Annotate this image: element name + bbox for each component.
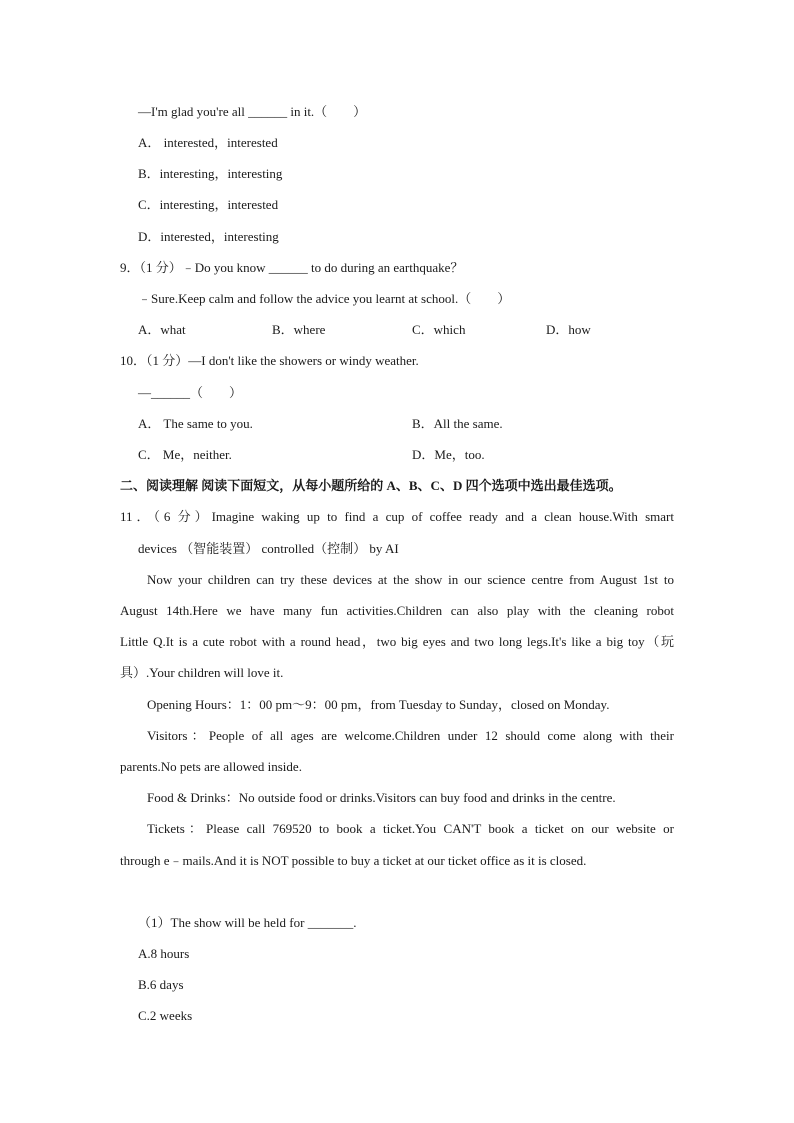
para1-line4: 具）.Your children will love it.	[120, 665, 284, 680]
q11-stem-line1: 11．（6 分）Imagine waking up to find a cup of coffee ready and a clean house.With smart	[120, 509, 674, 524]
q8-option-b: B．interesting，interesting	[138, 166, 283, 181]
section-heading: 二、阅读理解 阅读下面短文，从每小题所给的 A、B、C、D 四个选项中选出最佳选项。	[120, 478, 622, 493]
q10-option-c: C． Me，neither.	[138, 447, 232, 462]
sub1-question: （1）The show will be held for _______.	[138, 915, 357, 930]
tickets-line1: Tickets：Please call 769520 to book a ticket.You CAN'T book a ticket on our website or	[147, 821, 674, 836]
q8-option-d: D．interested，interesting	[138, 229, 279, 244]
para1-line3: Little Q.It is a cute robot with a round head，two big eyes and two long legs.It's like a big toy（玩	[120, 634, 674, 649]
q9-option-b: B．where	[272, 322, 326, 337]
q8-line: —I'm glad you're all ______ in it.（ ）	[138, 104, 367, 119]
q10-option-d: D．Me，too.	[412, 447, 485, 462]
q9-option-a: A．what	[138, 322, 186, 337]
sub1-option-a: A.8 hours	[138, 946, 190, 961]
food-drinks: Food & Drinks：No outside food or drinks.Visitors can buy food and drinks in the centre.	[147, 790, 616, 805]
q8-option-c: C．interesting，interested	[138, 197, 279, 212]
visitors-line1: Visitors：People of all ages are welcome.Children under 12 should come along with their	[147, 728, 674, 743]
sub1-option-b: B.6 days	[138, 977, 184, 992]
q9-line2: ﹣Sure.Keep calm and follow the advice you learnt at school.（ ）	[138, 291, 511, 306]
opening-hours: Opening Hours：1：00 pm～9：00 pm，from Tuesday to Sunday，closed on Monday.	[147, 697, 610, 712]
q10-option-a: A． The same to you.	[138, 416, 253, 431]
sub1-option-c: C.2 weeks	[138, 1008, 193, 1023]
q10-line2: —______（ ）	[138, 385, 243, 400]
para1-line2: August 14th.Here we have many fun activities.Children can also play with the cleaning robot	[120, 603, 674, 618]
q10-stem: 10．（1 分）—I don't like the showers or windy weather.	[120, 353, 419, 368]
q9-option-c: C．which	[412, 322, 466, 337]
q9-stem: 9．（1 分）﹣Do you know ______ to do during an earthquake？	[120, 260, 464, 275]
q11-stem-line2: devices （智能装置） controlled（控制） by AI	[138, 541, 399, 556]
q9-option-d: D．how	[546, 322, 591, 337]
q8-option-a: A． interested，interested	[138, 135, 278, 150]
q10-option-b: B．All the same.	[412, 416, 503, 431]
para1-line1: Now your children can try these devices at the show in our science centre from August 1st to	[147, 572, 674, 587]
visitors-line2: parents.No pets are allowed inside.	[120, 759, 302, 774]
tickets-line2: through e﹣mails.And it is NOT possible to buy a ticket at our ticket office as it is closed.	[120, 853, 587, 868]
